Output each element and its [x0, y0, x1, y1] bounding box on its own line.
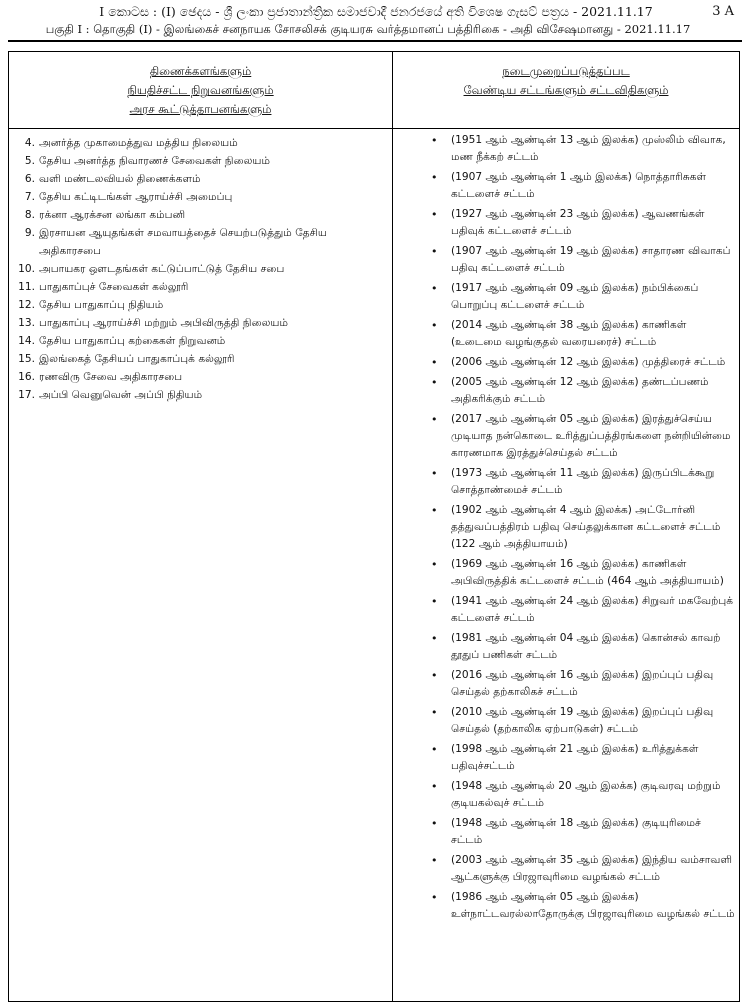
list-item	[13, 188, 387, 206]
list-item	[13, 332, 387, 350]
institution-name: பாதுகாப்புச் சேவைகள் கல்லூரி	[39, 281, 189, 293]
list-item	[401, 667, 735, 701]
left-header-line: நியதிச்சட்ட நிறுவனங்களும்	[127, 83, 274, 97]
bullet-icon: •	[431, 743, 438, 756]
bullet-icon: •	[431, 356, 438, 369]
gazette-header-tamil: பகுதி I : தொகுதி (I) - இலங்கைச் சனநாயக சோசலிசக் குடியரசு வர்த்தமானப் பத்திரிகை - அதி விசேஷமானது - 2021.11.17	[45, 22, 691, 36]
bullet-icon: •	[431, 891, 438, 904]
list-item	[401, 169, 735, 203]
left-header-line: திணைக்களங்களும்	[149, 64, 252, 78]
list-item	[13, 368, 387, 386]
law-name: (1951 ஆம் ஆண்டின் 13 ஆம் இலக்க) முஸ்லிம் விவாக, மண நீக்கற் சட்டம்	[451, 134, 726, 163]
list-item	[401, 374, 735, 408]
item-number: 8.	[24, 209, 35, 221]
list-item	[401, 815, 735, 849]
list-item	[13, 224, 387, 260]
list-item	[401, 206, 735, 240]
institution-name: அபாயகர ஔடதங்கள் கட்டுப்பாட்டுத் தேசிய சபை	[39, 263, 285, 275]
list-item	[401, 852, 735, 886]
bullet-icon: •	[431, 208, 438, 221]
bullet-icon: •	[431, 706, 438, 719]
law-name: (2016 ஆம் ஆண்டின் 16 ஆம் இலக்க) இறப்புப் பதிவு செய்தல் தற்காலிகச் சட்டம்	[451, 669, 714, 698]
laws-list	[401, 132, 735, 926]
list-item	[401, 778, 735, 812]
list-item	[13, 278, 387, 296]
law-name: (2006 ஆம் ஆண்டின் 12 ஆம் இலக்க) முத்திரைச் சட்டம்	[451, 356, 726, 368]
list-item	[13, 350, 387, 368]
header-rule	[8, 40, 742, 42]
list-item	[13, 206, 387, 224]
list-item	[13, 296, 387, 314]
institution-name: பாதுகாப்பு ஆராய்ச்சி மற்றும் அபிவிருத்தி நிலையம்	[39, 317, 289, 329]
list-item	[401, 280, 735, 314]
left-header-line: அரச கூட்டுத்தாபனங்களும்	[129, 102, 272, 116]
item-number: 16.	[18, 371, 35, 383]
law-name: (2014 ஆம் ஆண்டின் 38 ஆம் இலக்க) காணிகள் (உடைமை வழங்குதல் வரையரைச்) சட்டம்	[451, 319, 687, 348]
list-item	[401, 465, 735, 499]
law-name: (2005 ஆம் ஆண்டின் 12 ஆம் இலக்க) தண்டப்பணம் அதிகரிக்கும் சட்டம்	[451, 376, 709, 405]
list-item	[13, 260, 387, 278]
law-name: (2003 ஆம் ஆண்டின் 35 ஆம் இலக்க) இந்திய வம்சாவளி ஆட்களுக்கு பிரஜாவுரிமை வழங்கல் சட்டம்	[451, 854, 733, 883]
item-number: 10.	[18, 263, 35, 275]
law-name: (2010 ஆம் ஆண்டின் 19 ஆம் இலக்க) இறப்புப் பதிவு செய்தல் (தற்காலிக ஏற்பாடுகள்) சட்டம்	[451, 706, 714, 735]
list-item	[401, 411, 735, 462]
institution-name: அப்பி வெனுவென் அப்பி நிதியம்	[39, 389, 203, 401]
bullet-icon: •	[431, 854, 438, 867]
item-number: 17.	[18, 389, 35, 401]
bullet-icon: •	[431, 504, 438, 517]
bullet-icon: •	[431, 595, 438, 608]
bullet-icon: •	[431, 245, 438, 258]
item-number: 5.	[24, 155, 35, 167]
list-item	[401, 593, 735, 627]
left-column-header	[9, 62, 392, 119]
law-name: (1907 ஆம் ஆண்டின் 1 ஆம் இலக்க) நொத்தாரிசுகள் கட்டளைச் சட்டம்	[451, 171, 707, 200]
list-item	[13, 314, 387, 332]
bullet-icon: •	[431, 558, 438, 571]
bullet-icon: •	[431, 282, 438, 295]
institution-name: தேசிய கட்டிடங்கள் ஆராய்ச்சி அமைப்பு	[39, 191, 233, 203]
right-column-header	[393, 62, 739, 100]
law-name: (1948 ஆம் ஆண்டில் 20 ஆம் இலக்க) குடிவரவு மற்றும் குடியகல்வுச் சட்டம்	[451, 780, 721, 809]
bullet-icon: •	[431, 632, 438, 645]
list-item	[401, 704, 735, 738]
bullet-icon: •	[431, 134, 438, 147]
list-item	[401, 502, 735, 553]
item-number: 11.	[18, 281, 35, 293]
bullet-icon: •	[431, 780, 438, 793]
law-name: (1981 ஆம் ஆண்டின் 04 ஆம் இலக்க) கொன்சல் காவற் தூதுப் பணிகள் சட்டம்	[451, 632, 721, 661]
item-number: 15.	[18, 353, 35, 365]
bullet-icon: •	[431, 669, 438, 682]
bullet-icon: •	[431, 467, 438, 480]
item-number: 13.	[18, 317, 35, 329]
right-header-line: வேண்டிய சட்டங்களும் சட்டவிதிகளும்	[463, 83, 669, 97]
institution-name: இரசாயன ஆயுதங்கள் சமவாயத்தைச் செயற்படுத்தும் தேசிய அதிகாரசபை	[39, 227, 327, 257]
institution-name: தேசிய அனர்த்த நிவாரணச் சேவைகள் நிலையம்	[39, 155, 271, 167]
item-number: 4.	[24, 137, 35, 149]
law-name: (1948 ஆம் ஆண்டின் 18 ஆம் இலக்க) குடியுரிமைச் சட்டம்	[451, 817, 701, 846]
page-number: 3 A	[712, 4, 734, 19]
law-name: (1907 ஆம் ஆண்டின் 19 ஆம் இலக்க) சாதாரண விவாகப் பதிவு கட்டளைச் சட்டம்	[451, 245, 731, 274]
list-item	[401, 317, 735, 351]
institution-name: வளி மண்டலவியல் திணைக்களம்	[39, 173, 201, 185]
law-name: (1998 ஆம் ஆண்டின் 21 ஆம் இலக்க) உரித்துக்கள் பதிவுச்சட்டம்	[451, 743, 699, 772]
right-header-line: நடைமுறைப்படுத்தப்பட	[502, 64, 630, 78]
law-name: (2017 ஆம் ஆண்டின் 05 ஆம் இலக்க) இரத்துச்செய்ய முடியாத நன்கொடை உரித்துப்பத்திரங்களை நன்றியின்மை காரணமாக இரத்துச்செய்தல் சட்டம்	[451, 413, 731, 459]
list-item	[13, 134, 387, 152]
item-number: 7.	[24, 191, 35, 203]
item-number: 12.	[18, 299, 35, 311]
item-number: 14.	[18, 335, 35, 347]
institution-name: ரணவிரு சேவை அதிகாரசபை	[39, 371, 183, 383]
bullet-icon: •	[431, 817, 438, 830]
institutions-list	[13, 134, 387, 404]
bullet-icon: •	[431, 413, 438, 426]
law-name: (1917 ஆம் ஆண்டின் 09 ஆம் இலக்க) நம்பிக்கைப் பொறுப்பு கட்டளைச் சட்டம்	[451, 282, 699, 311]
institution-name: தேசிய பாதுகாப்பு கற்கைகள் நிறுவனம்	[39, 335, 226, 347]
bullet-icon: •	[431, 319, 438, 332]
list-item	[13, 386, 387, 404]
list-item	[401, 556, 735, 590]
bullet-icon: •	[431, 171, 438, 184]
institution-name: இலங்கைத் தேசியப் பாதுகாப்புக் கல்லூரி	[39, 353, 235, 365]
list-item	[401, 630, 735, 664]
list-item	[401, 889, 735, 923]
list-item	[401, 132, 735, 166]
list-item	[13, 170, 387, 188]
list-item	[13, 152, 387, 170]
list-item	[401, 741, 735, 775]
institution-name: ரக்னா ஆரக்சன லங்கா கம்பனி	[39, 209, 186, 221]
item-number: 6.	[24, 173, 35, 185]
list-item	[401, 243, 735, 277]
column-divider	[392, 52, 393, 1001]
law-name: (1986 ஆம் ஆண்டின் 05 ஆம் இலக்க) உள்நாட்டவரல்லாதோருக்கு பிரஜாவுரிமை வழங்கல் சட்டம்	[451, 891, 735, 920]
item-number: 9.	[24, 227, 35, 239]
bullet-icon: •	[431, 376, 438, 389]
law-name: (1941 ஆம் ஆண்டின் 24 ஆம் இலக்க) சிறுவர் மகவேற்புக் கட்டளைச் சட்டம்	[451, 595, 734, 624]
law-name: (1902 ஆம் ஆண்டின் 4 ஆம் இலக்க) அட்டோர்னி தத்துவப்பத்திரம் பதிவு செய்தலுக்கான கட்டளைச் சட்டம் (122 ஆம் அத்தியாயம்)	[451, 504, 721, 550]
gazette-header-sinhala: I කොටස : (I) ඡෙදය - ශ්‍රී ලංකා ප්‍රජාතාන්ත්‍රික සමාජවාදී ජනරජයේ අති විශෙෂ ගැසට් පත්‍රය - 2021.11.17	[99, 4, 653, 19]
schedule-table	[8, 51, 740, 1002]
institution-name: தேசிய பாதுகாப்பு நிதியம்	[39, 299, 164, 311]
list-item	[401, 354, 735, 371]
law-name: (1973 ஆம் ஆண்டின் 11 ஆம் இலக்க) இருப்பிடக்கூறு சொத்தாண்மைச் சட்டம்	[451, 467, 715, 496]
header-divider	[9, 128, 739, 129]
institution-name: அனர்த்த முகாமைத்துவ மத்திய நிலையம்	[39, 137, 238, 149]
law-name: (1969 ஆம் ஆண்டின் 16 ஆம் இலக்க) காணிகள் அபிவிருத்திக் கட்டளைச் சட்டம் (464 ஆம் அத்தியாயம்)	[451, 558, 724, 587]
law-name: (1927 ஆம் ஆண்டின் 23 ஆம் இலக்க) ஆவணங்கள் பதிவுக் கட்டளைச் சட்டம்	[451, 208, 705, 237]
